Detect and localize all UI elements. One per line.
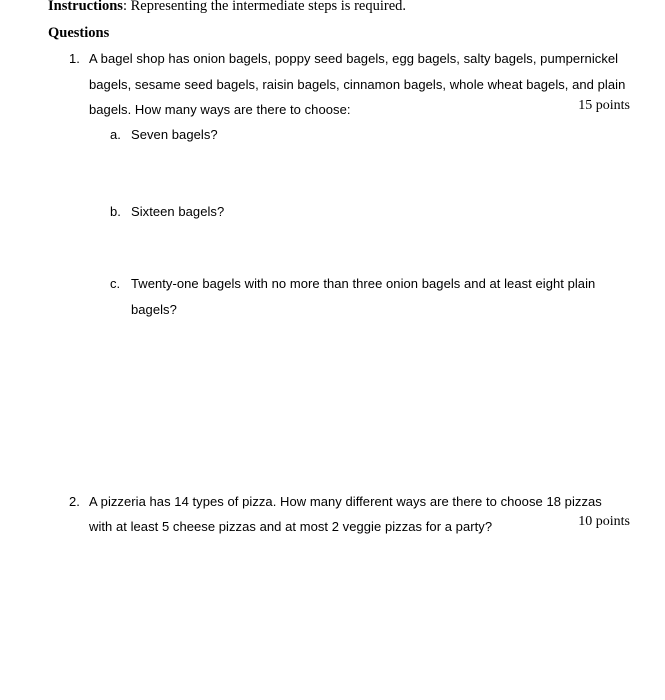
question-1-points: 15 points: [578, 98, 630, 113]
question-1-line-3: bagels. How many ways are there to choose:: [89, 102, 351, 117]
question-2-points: 10 points: [578, 514, 630, 529]
question-1c-line-1: Twenty-one bagels with no more than three onion bagels and at least eight plain: [131, 276, 596, 291]
question-1c-line-2: bagels?: [131, 302, 177, 317]
question-1a-text: Seven bagels?: [131, 127, 218, 142]
instructions-line: [48, 0, 406, 15]
question-1b-letter: b.: [110, 204, 121, 219]
question-1-line-2: bagels, sesame seed bagels, raisin bagels, cinnamon bagels, whole wheat bagels, and plain: [89, 77, 626, 92]
instructions-label: Instructions: [48, 0, 123, 14]
question-1-number: 1.: [69, 51, 80, 66]
question-2-line-2: with at least 5 cheese pizzas and at most 2 veggie pizzas for a party?: [89, 519, 493, 534]
question-1b-text: Sixteen bagels?: [131, 204, 225, 219]
question-2-line-1: A pizzeria has 14 types of pizza. How many different ways are there to choose 18 pizzas: [89, 494, 602, 509]
questions-heading: Questions: [48, 25, 110, 41]
question-1-line-1: A bagel shop has onion bagels, poppy seed bagels, egg bagels, salty bagels, pumpernickel: [89, 51, 619, 66]
question-1a-letter: a.: [110, 127, 121, 142]
question-1c-letter: c.: [110, 276, 121, 291]
instructions-text: : Representing the intermediate steps is required.: [122, 0, 407, 14]
question-2-number: 2.: [69, 494, 80, 509]
